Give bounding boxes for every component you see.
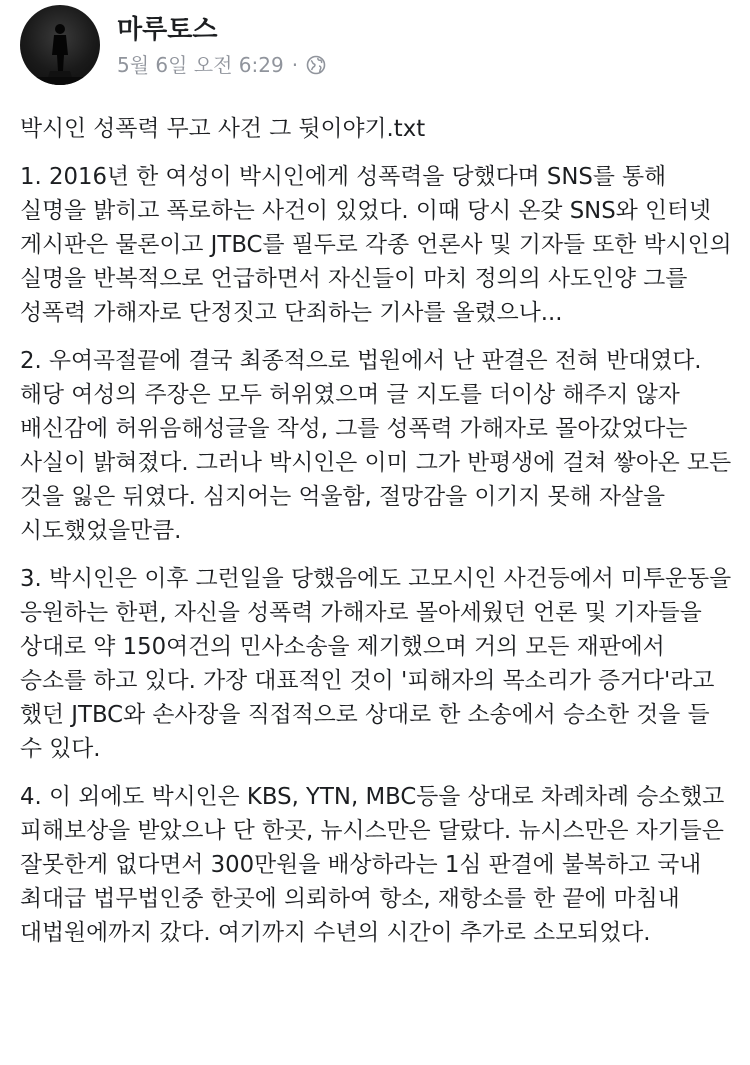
post-meta — [117, 13, 326, 77]
post-header — [20, 10, 326, 80]
author-name[interactable]: 마루토스 — [117, 15, 218, 45]
post-timestamp[interactable]: 5월 6일 오전 6:29 — [117, 53, 284, 77]
separator-dot: · — [291, 53, 299, 77]
post-paragraph-2: 2. 우여곡절끝에 결국 최종적으로 법원에서 난 판결은 전혀 반대였다. 해당 여성의 주장은 모두 허위였으며 글 지도를 더이상 해주지 않자 배신감에 허위음해성글을 작성, 그를 성폭력 가해자로 몰아갔었다는 사실이 밝혀졌다. 그러나 박시인은 이미 그가 반평생에 걸쳐 쌓아온 모든 것을 잃은 뒤였다. 심지어는 억울함, 절망감을 이기지 못해 자살을 시도했었을만큼. — [20, 348, 732, 544]
avatar-figure-icon — [20, 5, 100, 85]
globe-icon[interactable] — [306, 55, 326, 75]
post-title: 박시인 성폭력 무고 사건 그 뒷이야기.txt — [20, 116, 426, 142]
post-paragraph-4: 4. 이 외에도 박시인은 KBS, YTN, MBC등을 상대로 차례차례 승소했고 피해보상을 받았으나 단 한곳, 뉴시스만은 달랐다. 뉴시스만은 자기들은 잘못한게 없다면서 300만원을 배상하라는 1심 판결에 불복하고 국내 최대급 법무법인중 한곳에 의뢰하여 항소, 재항소를 한 끝에 마침내 대법원에까지 갔다. 여기까지 수년의 시간이 추가로 소모되었다. — [20, 784, 725, 946]
post-subline — [117, 53, 326, 77]
post-body — [20, 112, 736, 964]
post-paragraph-3: 3. 박시인은 이후 그런일을 당했음에도 고모시인 사건등에서 미투운동을 응원하는 한편, 자신을 성폭력 가해자로 몰아세웠던 언론 및 기자들을 상대로 약 150여건의 민사소송을 제기했으며 거의 모든 재판에서 승소를 하고 있다. 가장 대표적인 것이 '피해자의 목소리가 증거다'라고 했던 JTBC와 손사장을 직접적으로 상대로 한 소송에서 승소한 것을 들 수 있다. — [20, 566, 732, 762]
post-paragraph-1: 1. 2016년 한 여성이 박시인에게 성폭력을 당했다며 SNS를 통해 실명을 밝히고 폭로하는 사건이 있었다. 이때 당시 온갖 SNS와 인터넷 게시판은 물론이고 JTBC를 필두로 각종 언론사 및 기자들 또한 박시인의 실명을 반복적으로 언급하면서 자신들이 마치 정의의 사도인양 그를 성폭력 가해자로 단정짓고 단죄하는 기사를 올렸으나... — [20, 164, 732, 326]
avatar[interactable] — [20, 5, 100, 85]
